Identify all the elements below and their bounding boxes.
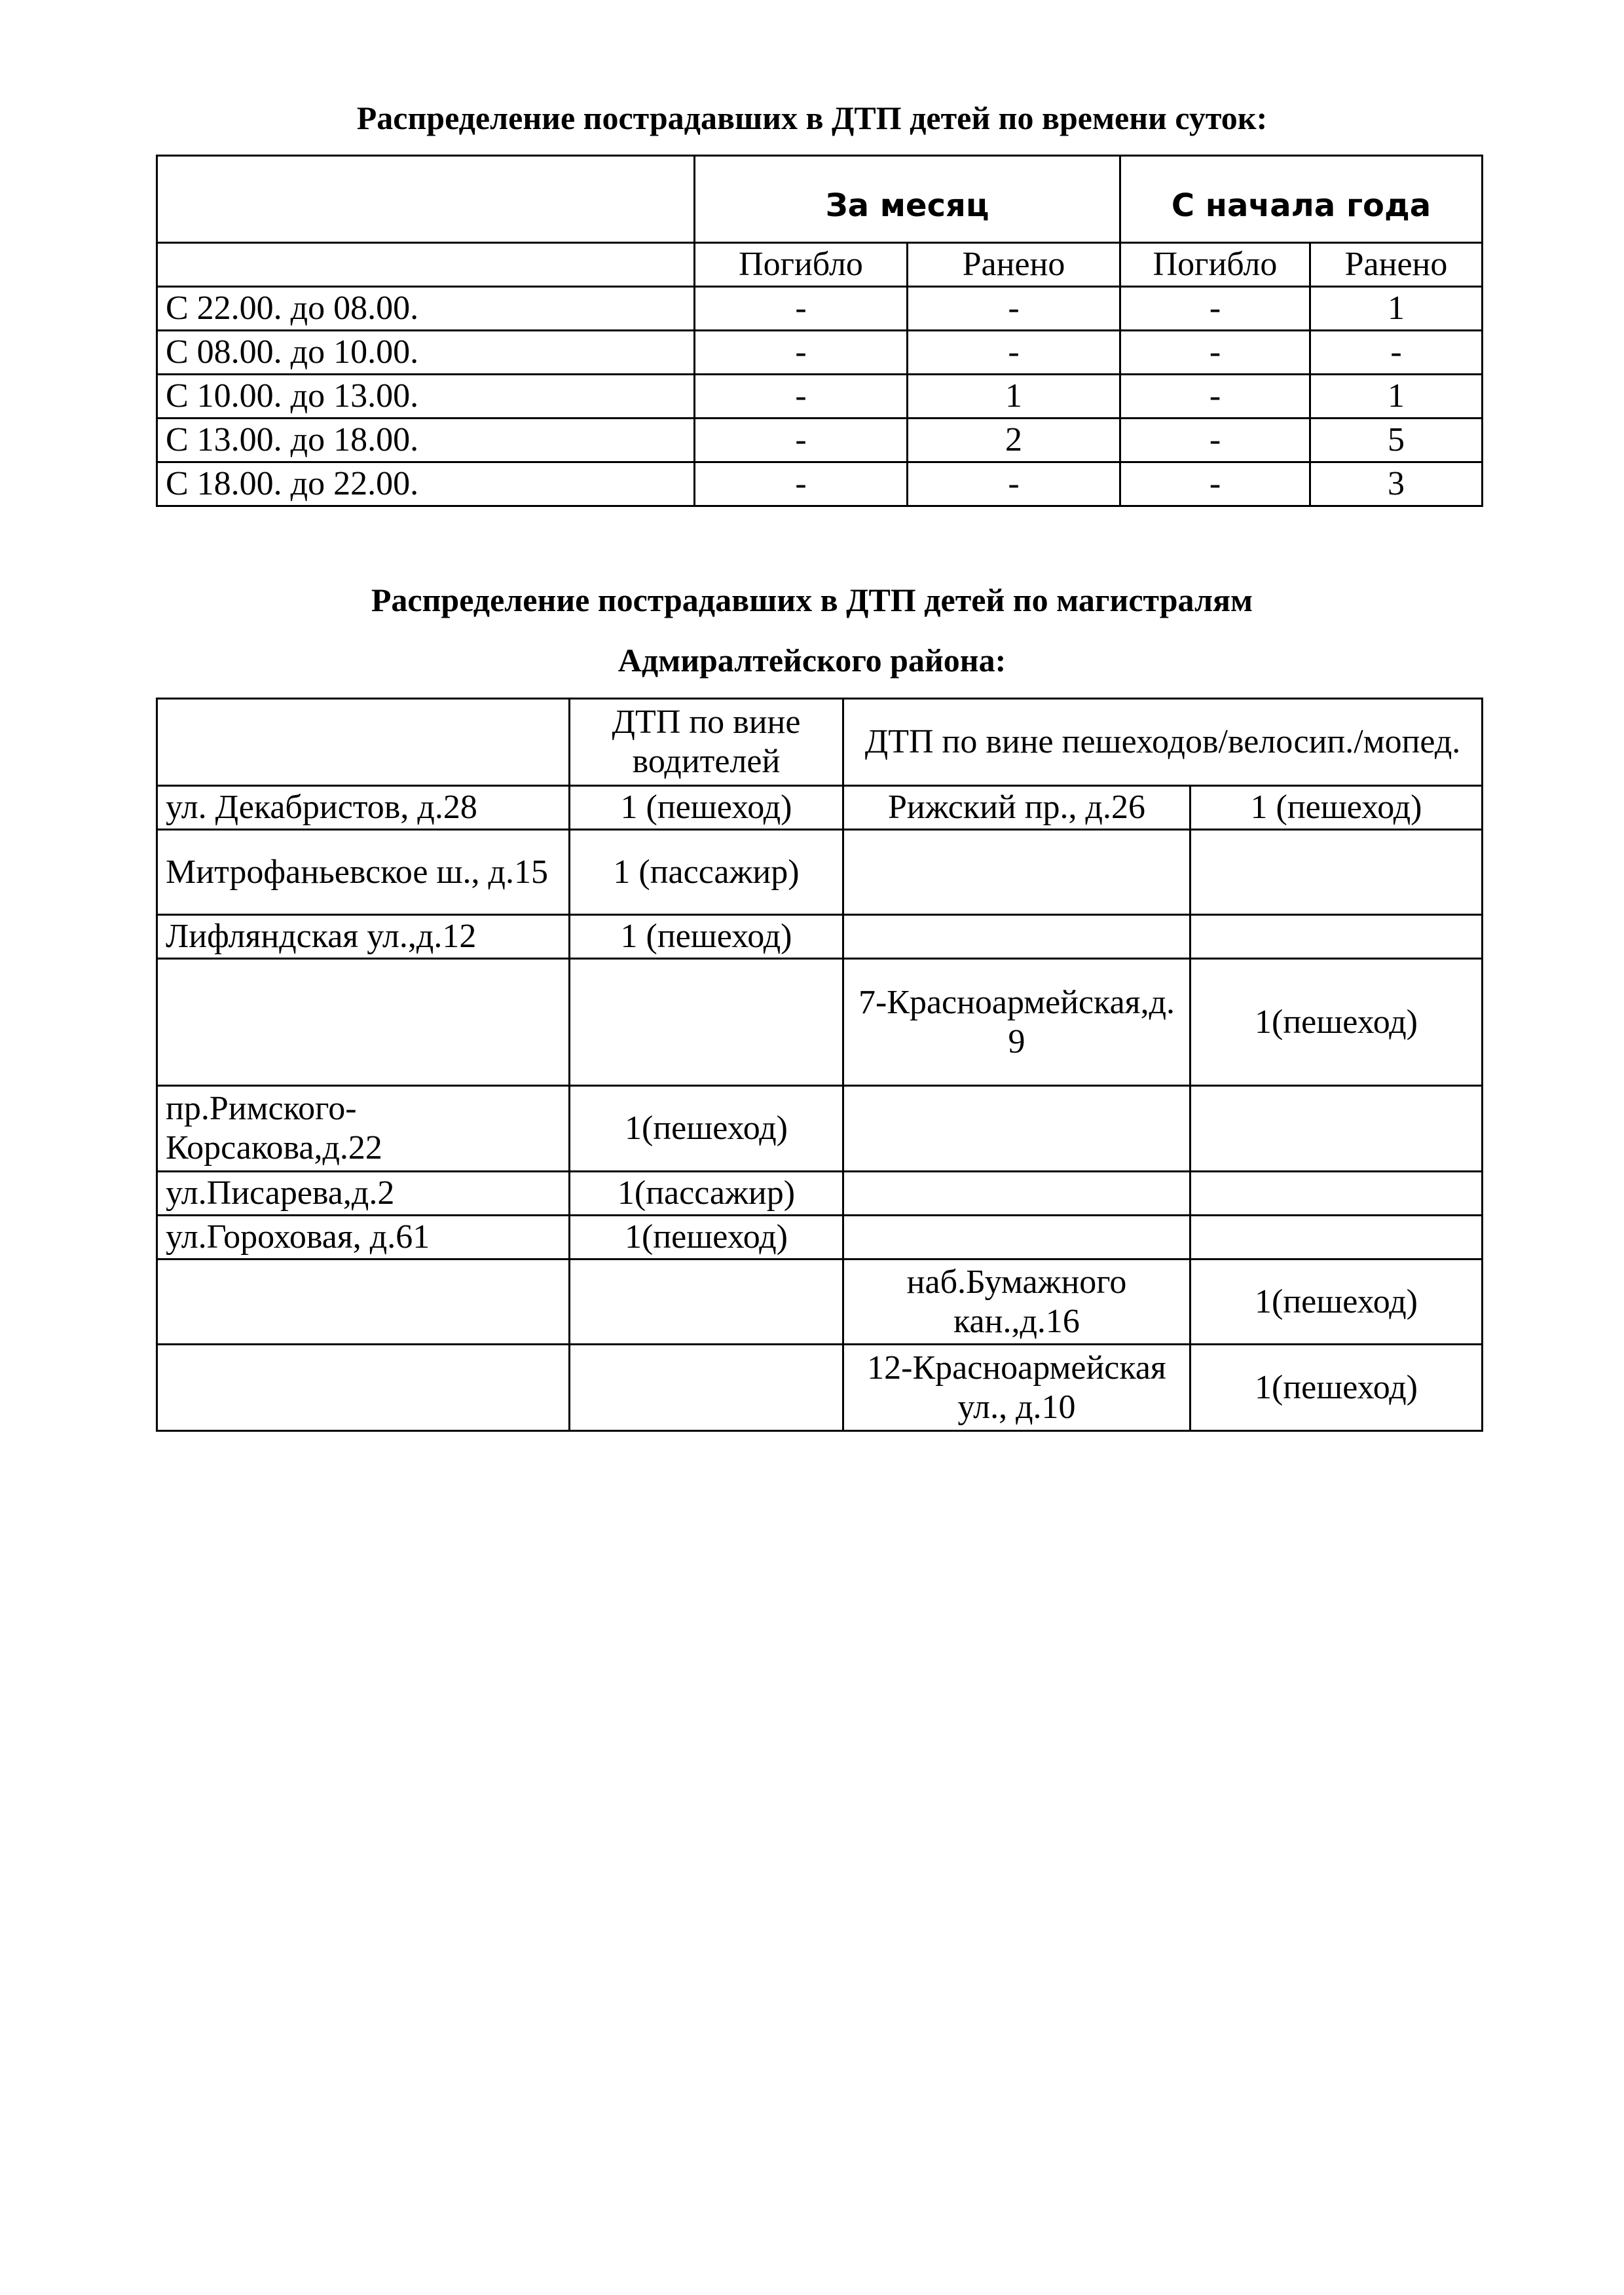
cell-value: - bbox=[695, 331, 908, 375]
address-cell bbox=[157, 959, 570, 1086]
subheader-month-injured: Ранено bbox=[908, 243, 1120, 287]
table2-title-line2: Адмиралтейского района: bbox=[618, 642, 1006, 679]
address-cell: ул. Декабристов, д.28 bbox=[157, 786, 570, 830]
driver-fault-cell: 1(пешеход) bbox=[570, 1086, 843, 1172]
cell-value: - bbox=[695, 419, 908, 462]
driver-fault-cell bbox=[570, 1259, 843, 1345]
cell-value: - bbox=[908, 462, 1120, 506]
time-interval-label: С 18.00. до 22.00. bbox=[157, 462, 695, 506]
table2-title-line1: Распределение пострадавших в ДТП детей по магистралям bbox=[371, 582, 1253, 618]
table-row bbox=[157, 287, 1483, 331]
time-interval-label: С 13.00. до 18.00. bbox=[157, 419, 695, 462]
table-row bbox=[157, 1086, 1483, 1172]
cell-value: - bbox=[1120, 419, 1310, 462]
pedestrian-address-cell bbox=[843, 1086, 1190, 1172]
roads-table bbox=[156, 698, 1483, 1432]
table1-subheader-empty bbox=[157, 243, 695, 287]
pedestrian-fault-cell bbox=[1190, 1216, 1483, 1259]
address-cell: пр.Римского-Корсакова,д.22 bbox=[157, 1086, 570, 1172]
cell-value: - bbox=[695, 287, 908, 331]
driver-fault-cell bbox=[570, 959, 843, 1086]
table-row bbox=[157, 830, 1483, 915]
cell-value: - bbox=[1120, 287, 1310, 331]
group-header-month: За месяц bbox=[695, 156, 1120, 243]
pedestrian-address-cell: наб.Бумажного кан.,д.16 bbox=[843, 1259, 1190, 1345]
subheader-month-killed: Погибло bbox=[695, 243, 908, 287]
group-header-year: С начала года bbox=[1120, 156, 1483, 243]
table-row bbox=[157, 331, 1483, 375]
table-row bbox=[157, 915, 1483, 959]
address-cell: Лифляндская ул.,д.12 bbox=[157, 915, 570, 959]
table-row bbox=[157, 959, 1483, 1086]
pedestrian-address-cell bbox=[843, 915, 1190, 959]
table-row bbox=[157, 1259, 1483, 1345]
pedestrian-fault-cell bbox=[1190, 830, 1483, 915]
pedestrian-address-cell bbox=[843, 1172, 1190, 1216]
pedestrian-fault-cell: 1 (пешеход) bbox=[1190, 786, 1483, 830]
time-interval-label: С 10.00. до 13.00. bbox=[157, 375, 695, 419]
driver-fault-cell: 1 (пешеход) bbox=[570, 915, 843, 959]
cell-value: - bbox=[908, 331, 1120, 375]
cell-value: 1 bbox=[1310, 287, 1483, 331]
pedestrian-address-cell bbox=[843, 1216, 1190, 1259]
cell-value: 5 bbox=[1310, 419, 1483, 462]
table-row bbox=[157, 1172, 1483, 1216]
table1-corner-cell bbox=[157, 156, 695, 243]
address-cell: ул.Писарева,д.2 bbox=[157, 1172, 570, 1216]
header-pedestrians-fault: ДТП по вине пешеходов/велосип./мопед. bbox=[843, 699, 1483, 786]
table2-corner-cell bbox=[157, 699, 570, 786]
pedestrian-fault-cell bbox=[1190, 1086, 1483, 1172]
table-row bbox=[157, 375, 1483, 419]
table1-title: Распределение пострадавших в ДТП детей по времени суток: bbox=[356, 100, 1268, 136]
cell-value: 2 bbox=[908, 419, 1120, 462]
cell-value: - bbox=[908, 287, 1120, 331]
pedestrian-fault-cell bbox=[1190, 915, 1483, 959]
table-row bbox=[157, 419, 1483, 462]
table-row bbox=[157, 462, 1483, 506]
time-of-day-table bbox=[156, 155, 1483, 507]
cell-value: 1 bbox=[1310, 375, 1483, 419]
cell-value: - bbox=[695, 462, 908, 506]
cell-value: - bbox=[1310, 331, 1483, 375]
pedestrian-address-cell: 7-Красноармейская,д. 9 bbox=[843, 959, 1190, 1086]
pedestrian-address-cell: Рижский пр., д.26 bbox=[843, 786, 1190, 830]
cell-value: - bbox=[1120, 375, 1310, 419]
pedestrian-address-cell: 12-Красноармейская ул., д.10 bbox=[843, 1345, 1190, 1431]
pedestrian-fault-cell: 1(пешеход) bbox=[1190, 1259, 1483, 1345]
driver-fault-cell: 1(пассажир) bbox=[570, 1172, 843, 1216]
pedestrian-fault-cell: 1(пешеход) bbox=[1190, 1345, 1483, 1431]
table-row bbox=[157, 1345, 1483, 1431]
table-row bbox=[157, 786, 1483, 830]
cell-value: - bbox=[1120, 462, 1310, 506]
cell-value: 1 bbox=[908, 375, 1120, 419]
address-cell bbox=[157, 1345, 570, 1431]
driver-fault-cell: 1(пешеход) bbox=[570, 1216, 843, 1259]
table-row bbox=[157, 1216, 1483, 1259]
address-cell: ул.Гороховая, д.61 bbox=[157, 1216, 570, 1259]
driver-fault-cell: 1 (пешеход) bbox=[570, 786, 843, 830]
time-interval-label: С 22.00. до 08.00. bbox=[157, 287, 695, 331]
cell-value: - bbox=[1120, 331, 1310, 375]
subheader-year-killed: Погибло bbox=[1120, 243, 1310, 287]
address-cell: Митрофаньевское ш., д.15 bbox=[157, 830, 570, 915]
header-drivers-fault: ДТП по вине водителей bbox=[570, 699, 843, 786]
driver-fault-cell: 1 (пассажир) bbox=[570, 830, 843, 915]
address-cell bbox=[157, 1259, 570, 1345]
pedestrian-fault-cell bbox=[1190, 1172, 1483, 1216]
subheader-year-injured: Ранено bbox=[1310, 243, 1483, 287]
cell-value: - bbox=[695, 375, 908, 419]
time-interval-label: С 08.00. до 10.00. bbox=[157, 331, 695, 375]
driver-fault-cell bbox=[570, 1345, 843, 1431]
pedestrian-address-cell bbox=[843, 830, 1190, 915]
pedestrian-fault-cell: 1(пешеход) bbox=[1190, 959, 1483, 1086]
cell-value: 3 bbox=[1310, 462, 1483, 506]
